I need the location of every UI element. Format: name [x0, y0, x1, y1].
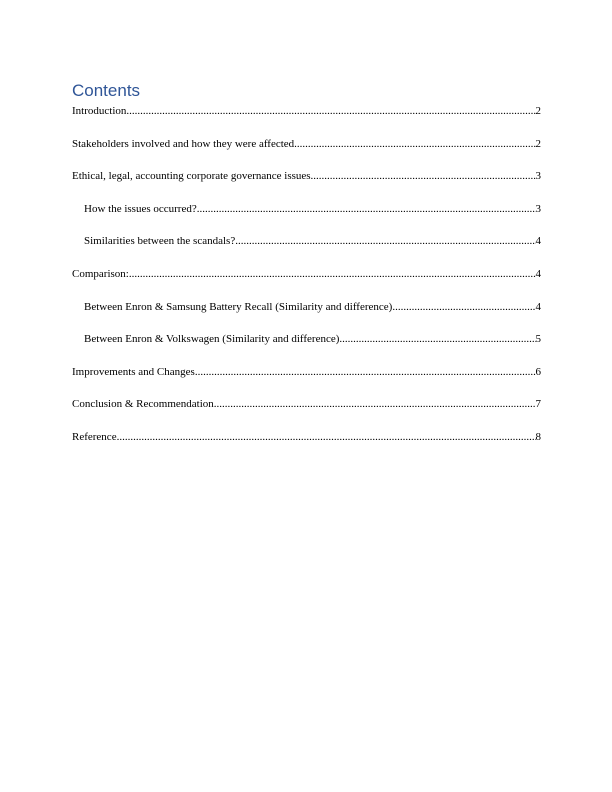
toc-dot-leader — [197, 201, 536, 217]
toc-entry-conclusion[interactable] — [72, 396, 541, 412]
toc-page-number: 4 — [535, 300, 541, 313]
toc-page-number: 3 — [535, 170, 541, 183]
toc-entry-reference[interactable] — [72, 429, 541, 445]
toc-page-number: 4 — [535, 235, 541, 248]
toc-entry-title: Conclusion & Recommendation — [72, 398, 214, 411]
toc-entry-improvements[interactable] — [72, 364, 541, 380]
toc-heading: Contents — [72, 81, 141, 100]
toc-page-number: 5 — [535, 333, 541, 346]
toc-entry-similarities[interactable] — [72, 233, 541, 249]
toc-page-number: 8 — [535, 430, 541, 443]
toc-page-number: 2 — [535, 137, 541, 150]
toc-entry-enron-volkswagen[interactable] — [72, 331, 541, 347]
toc-entry-title: Improvements and Changes — [72, 365, 195, 378]
toc-dot-leader — [311, 168, 536, 184]
toc-entry-title: Between Enron & Volkswagen (Similarity and difference) — [84, 333, 340, 346]
toc-entry-how-issues-occurred[interactable] — [72, 201, 541, 217]
toc-page-number: 3 — [535, 202, 541, 215]
toc-dot-leader — [117, 429, 536, 445]
toc-entry-title: Between Enron & Samsung Battery Recall (Similarity and difference) — [84, 300, 393, 313]
toc-page-number: 7 — [535, 398, 541, 411]
toc-entry-title: Stakeholders involved and how they were affected — [72, 137, 295, 150]
toc-entry-stakeholders[interactable] — [72, 136, 541, 152]
toc-page-number: 6 — [535, 365, 541, 378]
toc-dot-leader — [235, 233, 535, 249]
toc-entry-ethical-issues[interactable] — [72, 168, 541, 184]
toc-entry-title: Reference — [72, 430, 117, 443]
toc-entry-title: Comparison: — [72, 267, 129, 280]
toc-dot-leader — [339, 331, 535, 347]
toc-entry-introduction[interactable] — [72, 103, 541, 119]
toc-dot-leader — [195, 364, 536, 380]
toc-entry-comparison[interactable] — [72, 266, 541, 282]
toc-dot-leader — [126, 103, 535, 119]
toc-dot-leader — [392, 299, 535, 315]
toc-dot-leader — [129, 266, 536, 282]
toc-entry-title: Similarities between the scandals? — [84, 235, 236, 248]
toc-entry-title: How the issues occurred? — [84, 202, 197, 215]
toc-page-number: 4 — [535, 267, 541, 280]
toc-dot-leader — [294, 136, 535, 152]
toc-dot-leader — [214, 396, 536, 412]
toc-entry-title: Introduction — [72, 105, 127, 117]
toc-entry-title: Ethical, legal, accounting corporate governance issues — [72, 170, 311, 183]
toc-page-number: 2 — [535, 105, 541, 117]
table-of-contents — [72, 103, 541, 462]
toc-entry-enron-samsung[interactable] — [72, 299, 541, 315]
